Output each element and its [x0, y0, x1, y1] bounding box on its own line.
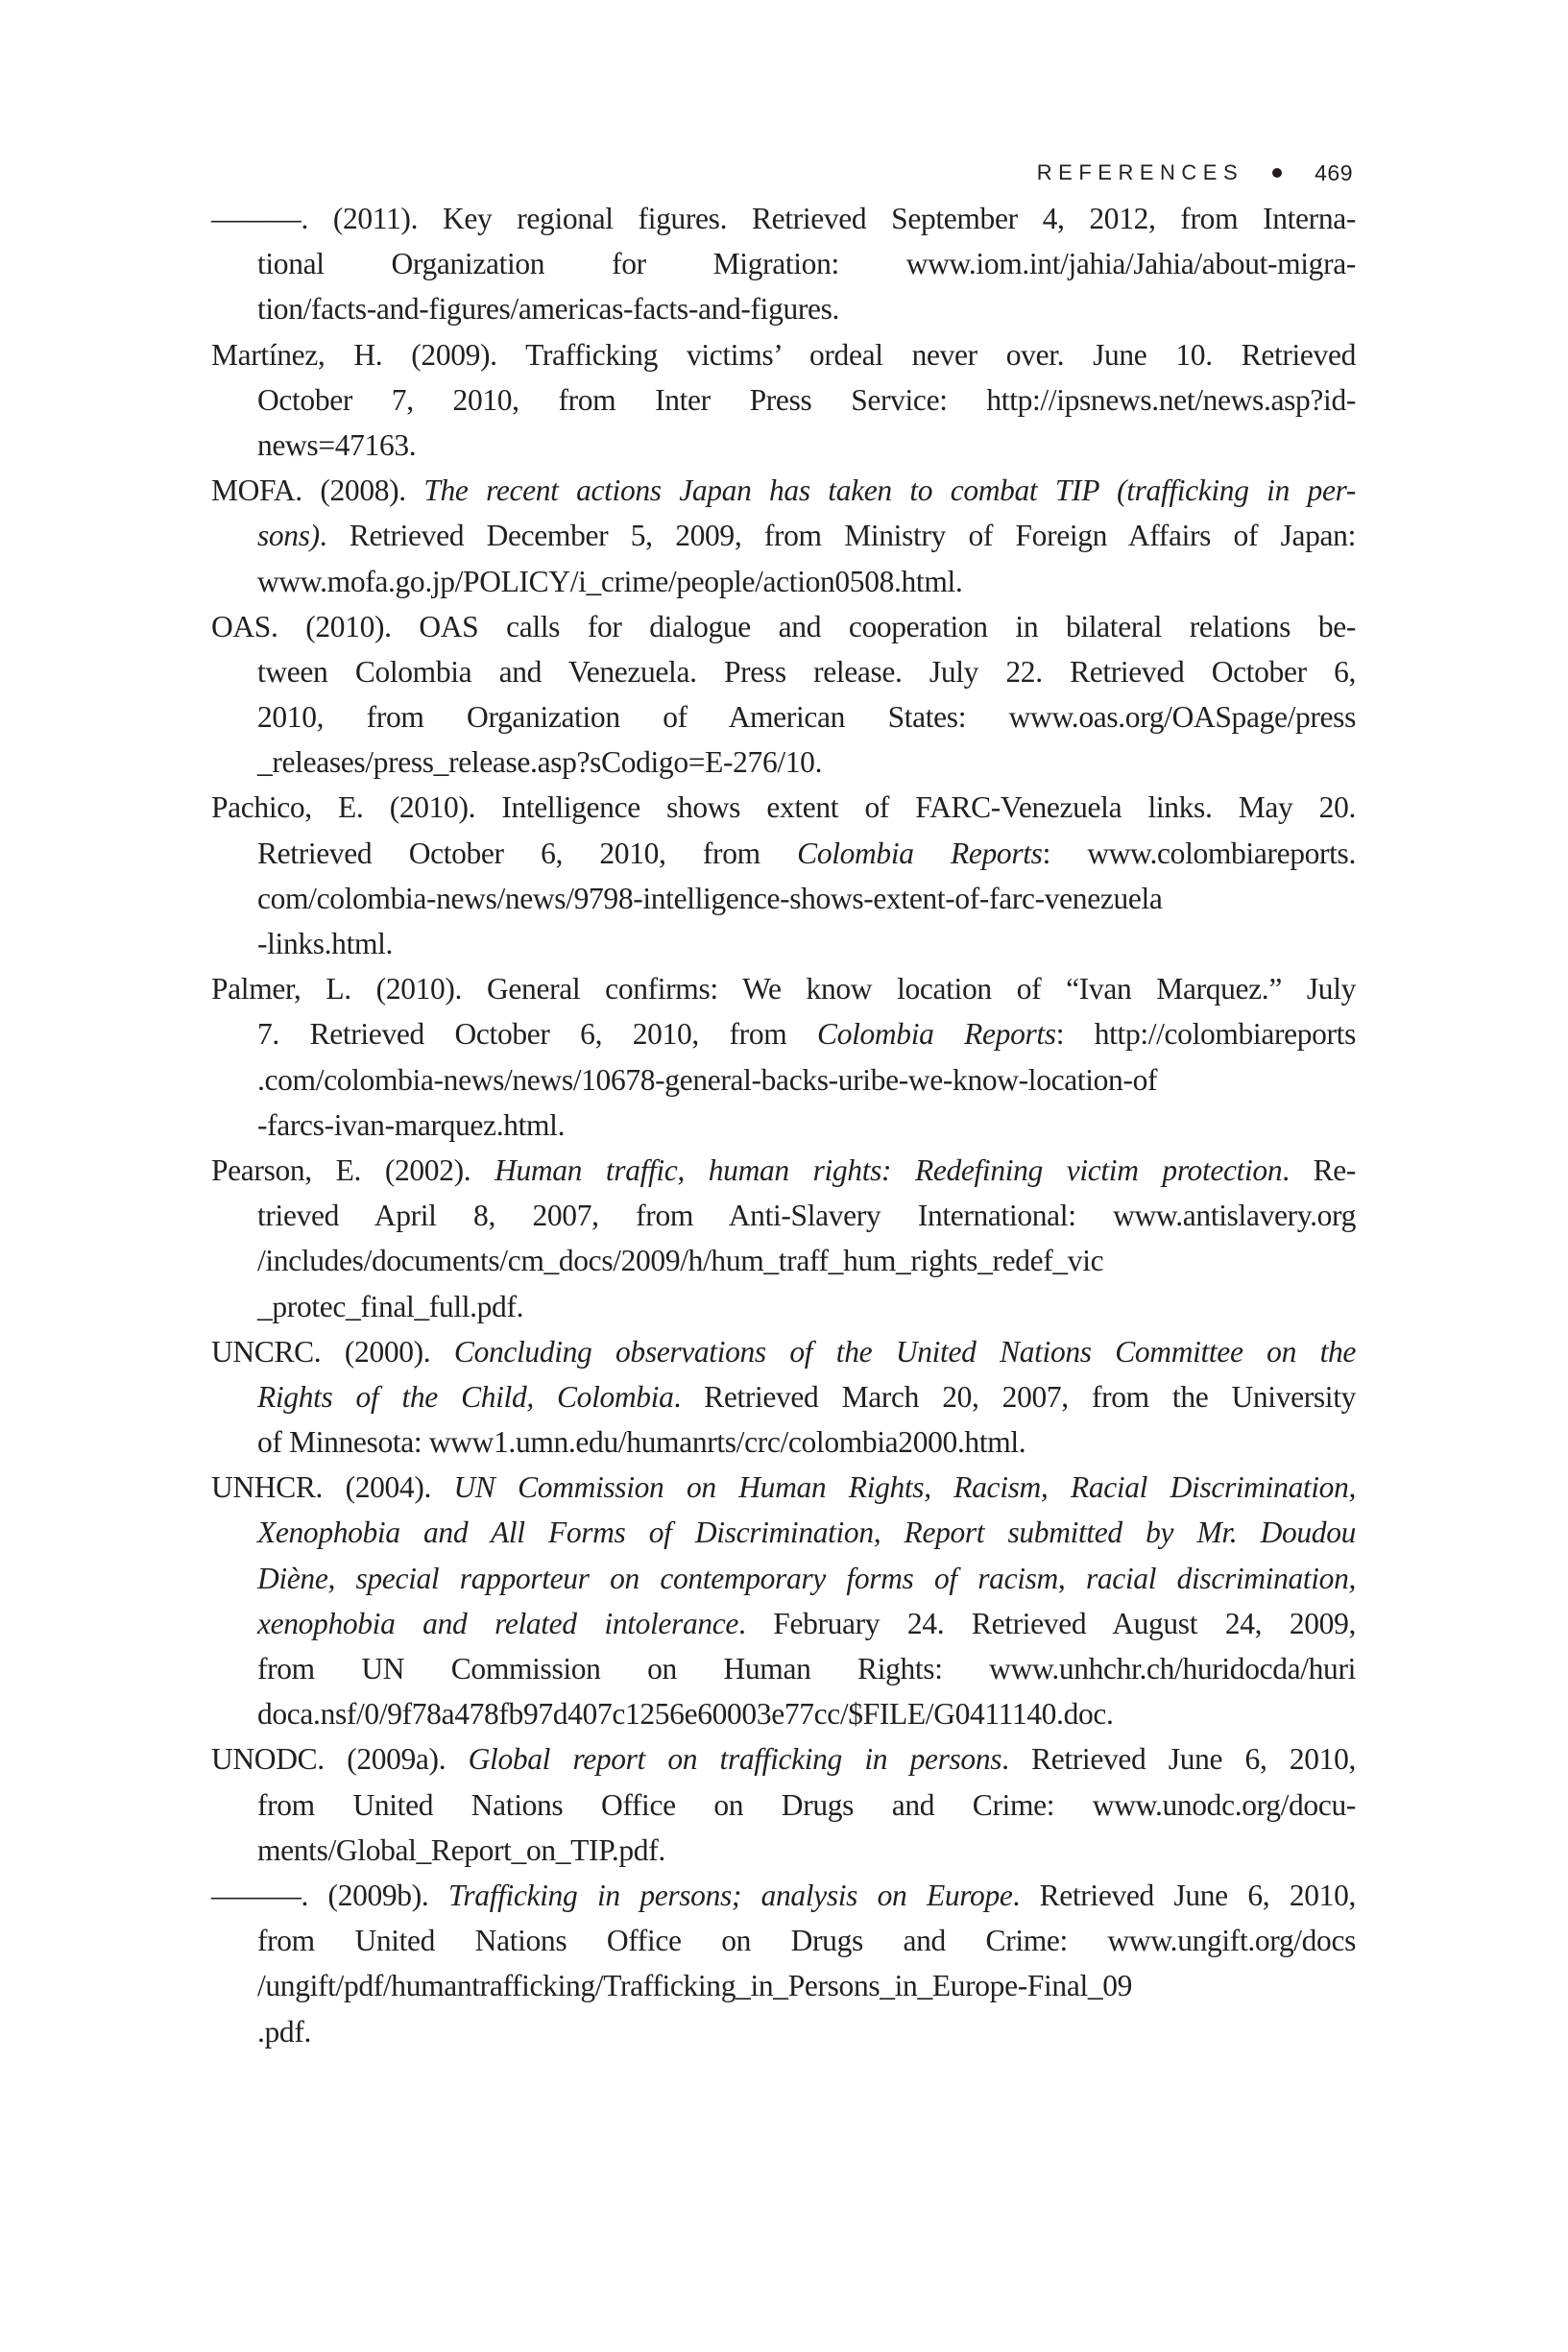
- reference-text: 2010, from Organization of American States: www.oas.org/OASpage/press: [257, 700, 1356, 735]
- reference-text: Pearson, E. (2002).: [211, 1152, 495, 1187]
- italic-title-text: UN Commission on Human Rights, Racism, Racial Discrimination,: [453, 1470, 1357, 1505]
- reference-text: /ungift/pdf/humantrafficking/Trafficking_in_Persons_in_Europe-Final_09: [257, 1969, 1133, 2003]
- reference-line: [211, 1782, 1356, 1828]
- running-head-title: REFERENCES: [1036, 160, 1244, 184]
- italic-title-text: sons): [257, 519, 320, 553]
- reference-text: from United Nations Office on Drugs and Crime: www.unodc.org/docu-: [257, 1787, 1356, 1822]
- reference-text: tween Colombia and Venezuela. Press release. July 22. Retrieved October 6,: [257, 654, 1356, 689]
- bullet-separator-icon: [1272, 168, 1282, 178]
- reference-text: UNODC. (2009a).: [211, 1742, 469, 1777]
- reference-line: [211, 468, 1356, 513]
- reference-line: [211, 604, 1356, 649]
- reference-line: [211, 1828, 1356, 1873]
- reference-text: /includes/documents/cm_docs/2009/h/hum_traff_hum_rights_redef_vic: [257, 1244, 1104, 1278]
- italic-title-text: Colombia Reports: [817, 1017, 1056, 1052]
- reference-text: com/colombia-news/news/9798-intelligence-shows-extent-of-farc-venezuela: [257, 881, 1163, 915]
- reference-entry: [211, 1329, 1356, 1466]
- reference-text: -farcs-ivan-marquez.html.: [257, 1107, 566, 1142]
- italic-title-text: xenophobia and related intolerance: [257, 1606, 739, 1640]
- reference-line: [211, 2009, 1356, 2054]
- italic-title-text: Diène, special rapporteur on contemporary forms of racism, racial discrimination,: [257, 1561, 1356, 1595]
- reference-text: Retrieved October 6, 2010, from: [257, 836, 798, 870]
- italic-title-text: Trafficking in persons; analysis on Europe: [447, 1878, 1013, 1912]
- reference-line: [211, 1691, 1356, 1736]
- reference-text: _releases/press_release.asp?sCodigo=E-276/10.: [257, 745, 823, 780]
- reference-text: : www.colombiareports.: [1042, 836, 1356, 870]
- reference-text: UNHCR. (2004).: [211, 1470, 454, 1505]
- reference-text: UNCRC. (2000).: [211, 1334, 454, 1369]
- reference-line: [211, 1873, 1356, 1918]
- reference-text: October 7, 2010, from Inter Press Service: http://ipsnews.net/news.asp?id-: [257, 382, 1356, 417]
- reference-text: Pachico, E. (2010). Intelligence shows extent of FARC-Venezuela links. May 20.: [211, 790, 1356, 825]
- reference-entry: [211, 1736, 1356, 1873]
- reference-entry: [211, 332, 1356, 469]
- running-head: [1037, 154, 1353, 192]
- italic-title-text: Colombia Reports: [797, 836, 1043, 870]
- italic-title-text: Xenophobia and All Forms of Discrimination, Report submitted by Mr. Doudou: [257, 1515, 1356, 1550]
- reference-line: [211, 513, 1356, 558]
- reference-text: from United Nations Office on Drugs and Crime: www.ungift.org/docs: [257, 1924, 1356, 1958]
- reference-text: -links.html.: [257, 927, 394, 960]
- reference-text: of Minnesota: www1.umn.edu/humanrts/crc/colombia2000.html.: [257, 1425, 1026, 1460]
- reference-entry: [211, 1148, 1356, 1329]
- reference-line: [211, 196, 1356, 241]
- reference-line: [211, 1510, 1356, 1555]
- reference-line: [211, 921, 1356, 966]
- reference-line: [211, 1601, 1356, 1646]
- reference-line: [211, 1918, 1356, 1963]
- reference-line: [211, 694, 1356, 740]
- reference-text: . Re-: [1282, 1152, 1357, 1187]
- reference-entry: [211, 468, 1356, 604]
- reference-entry: [211, 1873, 1356, 2054]
- reference-text: . Retrieved December 5, 2009, from Ministry of Foreign Affairs of Japan:: [319, 519, 1356, 553]
- reference-line: [211, 286, 1356, 331]
- reference-line: [211, 377, 1356, 423]
- reference-text: doca.nsf/0/9f78a478fb97d407c1256e60003e77cc/$FILE/G0411140.doc.: [257, 1697, 1114, 1732]
- reference-line: [211, 559, 1356, 604]
- reference-text: Palmer, L. (2010). General confirms: We know location of “Ivan Marquez.” July: [211, 972, 1356, 1006]
- italic-title-text: Concluding observations of the United Nations Committee on the: [453, 1334, 1357, 1369]
- reference-line: [211, 1963, 1356, 2008]
- reference-line: [211, 649, 1356, 694]
- reference-line: [211, 1193, 1356, 1238]
- reference-line: [211, 1556, 1356, 1601]
- reference-text: : http://colombiareports: [1055, 1017, 1356, 1052]
- reference-text: Martínez, H. (2009). Trafficking victims’ ordeal never over. June 10. Retrieved: [211, 337, 1356, 372]
- reference-line: [211, 332, 1356, 377]
- reference-text: . Retrieved June 6, 2010,: [1012, 1878, 1357, 1912]
- reference-text: news=47163.: [257, 427, 417, 462]
- reference-text: ———. (2009b).: [211, 1878, 448, 1912]
- reference-text: tional Organization for Migration: www.iom.int/jahia/Jahia/about-migra-: [257, 247, 1356, 281]
- reference-entry: [211, 196, 1356, 332]
- reference-text: 7. Retrieved October 6, 2010, from: [257, 1017, 818, 1052]
- reference-text: MOFA. (2008).: [211, 473, 424, 508]
- reference-text: trieved April 8, 2007, from Anti-Slavery International: www.antislavery.org: [257, 1199, 1356, 1233]
- reference-line: [211, 1011, 1356, 1056]
- reference-text: OAS. (2010). OAS calls for dialogue and cooperation in bilateral relations be-: [211, 609, 1356, 643]
- reference-entry: [211, 966, 1356, 1148]
- reference-text: . February 24. Retrieved August 24, 2009,: [738, 1606, 1356, 1640]
- reference-text: www.mofa.go.jp/POLICY/i_crime/people/action0508.html.: [257, 564, 963, 598]
- reference-text: .pdf.: [257, 2014, 311, 2049]
- reference-entry: [211, 604, 1356, 786]
- reference-line: [211, 1057, 1356, 1103]
- reference-line: [211, 1736, 1356, 1782]
- reference-line: [211, 1419, 1356, 1465]
- italic-title-text: Human traffic, human rights: Redefining victim protection: [495, 1152, 1283, 1187]
- reference-list: [211, 196, 1356, 2054]
- reference-line: [211, 1103, 1356, 1148]
- reference-text: . Retrieved March 20, 2007, from the University: [673, 1379, 1356, 1414]
- reference-text: .com/colombia-news/news/10678-general-backs-uribe-we-know-location-of: [257, 1062, 1158, 1097]
- reference-text: ———. (2011). Key regional figures. Retrieved September 4, 2012, from Interna-: [211, 202, 1356, 235]
- reference-line: [211, 740, 1356, 785]
- italic-title-text: Global report on trafficking in persons: [468, 1742, 1002, 1777]
- reference-line: [211, 831, 1356, 876]
- reference-line: [211, 1284, 1356, 1329]
- reference-text: tion/facts-and-figures/americas-facts-and-figures.: [257, 292, 840, 327]
- page-number: 469: [1315, 159, 1353, 185]
- reference-line: [211, 1465, 1356, 1510]
- reference-line: [211, 1646, 1356, 1691]
- reference-line: [211, 1329, 1356, 1374]
- reference-line: [211, 1148, 1356, 1193]
- reference-text: _protec_final_full.pdf.: [257, 1289, 524, 1323]
- reference-entry: [211, 1465, 1356, 1736]
- reference-entry: [211, 785, 1356, 966]
- reference-line: [211, 241, 1356, 286]
- reference-line: [211, 785, 1356, 830]
- reference-line: [211, 966, 1356, 1011]
- reference-line: [211, 876, 1356, 921]
- italic-title-text: The recent actions Japan has taken to combat TIP (trafficking in per-: [423, 473, 1356, 508]
- reference-text: ments/Global_Report_on_TIP.pdf.: [257, 1832, 665, 1867]
- reference-text: . Retrieved June 6, 2010,: [1001, 1742, 1357, 1777]
- reference-line: [211, 1374, 1356, 1419]
- reference-line: [211, 1238, 1356, 1283]
- reference-line: [211, 423, 1356, 468]
- italic-title-text: Rights of the Child, Colombia: [257, 1379, 674, 1414]
- reference-text: from UN Commission on Human Rights: www.unhchr.ch/huridocda/huri: [257, 1652, 1356, 1685]
